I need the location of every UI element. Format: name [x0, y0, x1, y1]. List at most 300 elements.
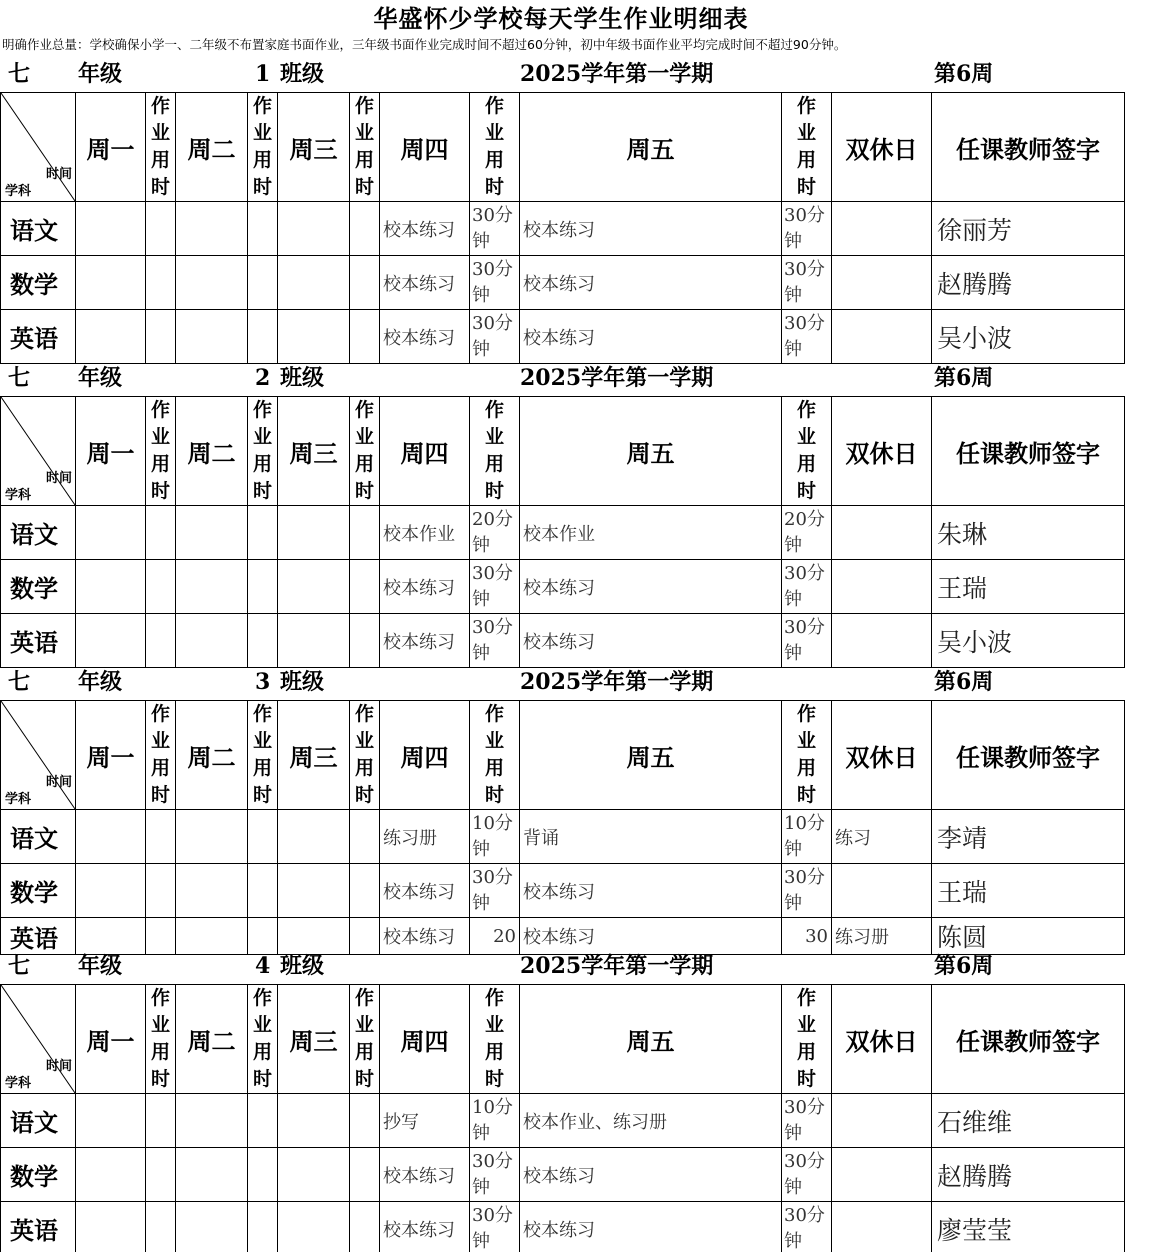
empty-cell [176, 202, 248, 256]
thu-homework-cell: 抄写 [380, 1094, 470, 1148]
thu-homework-cell: 校本练习 [380, 918, 470, 955]
time-header-char: 作 [796, 703, 816, 725]
empty-cell [248, 810, 278, 864]
fri-homework-cell: 校本练习 [520, 614, 782, 668]
header-row [1, 701, 1125, 810]
table-row [1, 1094, 1125, 1148]
time-header-char: 作 [252, 987, 272, 1009]
time-header-char: 业 [252, 122, 272, 144]
time-header-char: 业 [150, 1014, 170, 1036]
empty-cell [248, 1148, 278, 1202]
homework-time-header [248, 93, 278, 202]
info-class-label: 班级 [280, 365, 325, 391]
subject-cell: 数学 [1, 864, 76, 918]
time-header-char: 时 [354, 1068, 374, 1090]
fri-time-cell: 30分钟 [782, 202, 832, 256]
empty-cell [146, 256, 176, 310]
empty-cell [76, 864, 146, 918]
empty-cell [350, 506, 380, 560]
class-block-3 [0, 664, 1124, 955]
time-header-char: 用 [354, 757, 374, 779]
empty-cell [248, 614, 278, 668]
time-header-char: 作 [354, 987, 374, 1009]
corner-header [1, 397, 76, 506]
thu-time-cell: 20分钟 [470, 506, 520, 560]
fri-time-cell: 20分钟 [782, 506, 832, 560]
corner-subject-label: 学科 [5, 1076, 32, 1091]
homework-time-header [782, 93, 832, 202]
header-thu: 周四 [380, 397, 470, 506]
table-row [1, 614, 1125, 668]
empty-cell [248, 560, 278, 614]
teacher-signature-cell: 王瑞 [932, 560, 1125, 614]
time-header-char: 业 [484, 426, 504, 448]
time-header-char: 业 [150, 122, 170, 144]
empty-cell [146, 560, 176, 614]
corner-header [1, 701, 76, 810]
time-header-char: 作 [150, 987, 170, 1009]
thu-time-cell: 30分钟 [470, 1148, 520, 1202]
time-header-char: 用 [150, 1041, 170, 1063]
weekend-cell [832, 560, 932, 614]
time-header-char: 时 [150, 1068, 170, 1090]
table-row [1, 256, 1125, 310]
time-header-char: 用 [252, 453, 272, 475]
fri-time-cell: 30分钟 [782, 1148, 832, 1202]
time-header-char: 用 [484, 757, 504, 779]
homework-time-header [350, 985, 380, 1094]
time-header-char: 作 [252, 95, 272, 117]
time-header-char: 时 [354, 480, 374, 502]
table-row [1, 1202, 1125, 1252]
homework-table [0, 984, 1125, 1252]
empty-cell [176, 560, 248, 614]
info-grade-label: 年级 [78, 953, 123, 979]
time-header-char: 作 [796, 399, 816, 421]
empty-cell [248, 256, 278, 310]
fri-time-cell: 30分钟 [782, 1202, 832, 1252]
fri-homework-cell: 校本练习 [520, 256, 782, 310]
workload-note: 明确作业总量：学校确保小学一、二年级不布置家庭书面作业，三年级书面作业完成时间不超过60分钟，初中年级书面作业平均完成时间不超过90分钟。 [2, 37, 847, 52]
time-header-char: 用 [150, 757, 170, 779]
info-grade-label: 年级 [78, 669, 123, 695]
homework-table [0, 92, 1125, 364]
fri-homework-cell: 校本练习 [520, 202, 782, 256]
info-week: 第6周 [934, 61, 994, 87]
time-header-char: 作 [150, 399, 170, 421]
info-grade: 七 [8, 365, 31, 391]
header-row [1, 397, 1125, 506]
page-title: 华盛怀少学校每天学生作业明细表 [373, 4, 749, 33]
subject-cell: 语文 [1, 202, 76, 256]
thu-homework-cell: 校本练习 [380, 202, 470, 256]
thu-time-cell: 30分钟 [470, 1202, 520, 1252]
header-teacher: 任课教师签字 [932, 985, 1125, 1094]
info-grade: 七 [8, 669, 31, 695]
time-header-char: 时 [354, 784, 374, 806]
teacher-signature-cell: 徐丽芳 [932, 202, 1125, 256]
info-week: 第6周 [934, 953, 994, 979]
thu-time-cell: 30分钟 [470, 256, 520, 310]
teacher-signature-cell: 吴小波 [932, 310, 1125, 364]
teacher-signature-cell: 朱琳 [932, 506, 1125, 560]
fri-homework-cell: 校本练习 [520, 1202, 782, 1252]
header-mon: 周一 [76, 93, 146, 202]
time-header-char: 业 [354, 426, 374, 448]
empty-cell [350, 560, 380, 614]
header-weekend: 双休日 [832, 701, 932, 810]
empty-cell [146, 506, 176, 560]
empty-cell [76, 1202, 146, 1252]
time-header-char: 业 [796, 730, 816, 752]
info-class-no: 2 [255, 365, 271, 391]
subject-cell: 语文 [1, 506, 76, 560]
time-header-char: 业 [252, 1014, 272, 1036]
header-fri: 周五 [520, 93, 782, 202]
time-header-char: 用 [150, 149, 170, 171]
header-row [1, 985, 1125, 1094]
time-header-char: 时 [796, 176, 816, 198]
corner-subject-label: 学科 [5, 184, 32, 199]
teacher-signature-cell: 陈圆 [932, 918, 1125, 955]
time-header-char: 时 [796, 784, 816, 806]
time-header-char: 时 [150, 480, 170, 502]
empty-cell [278, 506, 350, 560]
header-wed: 周三 [278, 985, 350, 1094]
time-header-char: 用 [252, 1041, 272, 1063]
homework-time-header [146, 701, 176, 810]
time-header-char: 业 [796, 426, 816, 448]
time-header-char: 作 [354, 399, 374, 421]
subject-cell: 英语 [1, 918, 76, 955]
fri-homework-cell: 校本练习 [520, 560, 782, 614]
empty-cell [350, 810, 380, 864]
info-term: 2025学年第一学期 [520, 669, 714, 695]
weekend-cell [832, 202, 932, 256]
empty-cell [76, 614, 146, 668]
info-term: 2025学年第一学期 [520, 365, 714, 391]
time-header-char: 用 [354, 149, 374, 171]
homework-time-header [350, 93, 380, 202]
fri-homework-cell: 背诵 [520, 810, 782, 864]
info-grade: 七 [8, 61, 31, 87]
info-class-no: 3 [255, 669, 271, 695]
table-row [1, 202, 1125, 256]
time-header-char: 作 [150, 703, 170, 725]
time-header-char: 时 [484, 1068, 504, 1090]
header-teacher: 任课教师签字 [932, 93, 1125, 202]
teacher-signature-cell: 廖莹莹 [932, 1202, 1125, 1252]
time-header-char: 业 [252, 730, 272, 752]
time-header-char: 作 [796, 95, 816, 117]
time-header-char: 业 [484, 730, 504, 752]
subject-cell: 数学 [1, 560, 76, 614]
empty-cell [176, 864, 248, 918]
empty-cell [350, 310, 380, 364]
time-header-char: 作 [484, 95, 504, 117]
header-mon: 周一 [76, 985, 146, 1094]
info-class-label: 班级 [280, 61, 325, 87]
empty-cell [176, 256, 248, 310]
thu-homework-cell: 校本练习 [380, 614, 470, 668]
subject-cell: 英语 [1, 310, 76, 364]
time-header-char: 业 [354, 1014, 374, 1036]
homework-time-header [470, 985, 520, 1094]
empty-cell [76, 202, 146, 256]
thu-time-cell: 10分钟 [470, 1094, 520, 1148]
homework-time-header [146, 93, 176, 202]
empty-cell [350, 202, 380, 256]
empty-cell [278, 1094, 350, 1148]
empty-cell [248, 1094, 278, 1148]
fri-homework-cell: 校本练习 [520, 918, 782, 955]
time-header-char: 作 [252, 399, 272, 421]
homework-time-header [248, 985, 278, 1094]
thu-time-cell: 20 [470, 918, 520, 955]
teacher-signature-cell: 石维维 [932, 1094, 1125, 1148]
empty-cell [176, 1094, 248, 1148]
empty-cell [278, 614, 350, 668]
fri-homework-cell: 校本练习 [520, 1148, 782, 1202]
empty-cell [146, 810, 176, 864]
time-header-char: 时 [484, 480, 504, 502]
info-week: 第6周 [934, 365, 994, 391]
fri-time-cell: 30分钟 [782, 256, 832, 310]
thu-homework-cell: 练习册 [380, 810, 470, 864]
thu-time-cell: 30分钟 [470, 310, 520, 364]
corner-time-label: 时间 [45, 1059, 72, 1074]
time-header-char: 用 [354, 1041, 374, 1063]
empty-cell [278, 202, 350, 256]
empty-cell [278, 864, 350, 918]
teacher-signature-cell: 李靖 [932, 810, 1125, 864]
class-info-row [0, 360, 1124, 396]
weekend-cell [832, 1202, 932, 1252]
empty-cell [76, 810, 146, 864]
time-header-char: 作 [484, 399, 504, 421]
empty-cell [248, 864, 278, 918]
fri-time-cell: 30 [782, 918, 832, 955]
empty-cell [350, 256, 380, 310]
thu-homework-cell: 校本练习 [380, 256, 470, 310]
time-header-char: 用 [252, 149, 272, 171]
time-header-char: 作 [354, 95, 374, 117]
empty-cell [278, 1148, 350, 1202]
fri-time-cell: 10分钟 [782, 810, 832, 864]
homework-time-header [782, 701, 832, 810]
table-row [1, 506, 1125, 560]
thu-time-cell: 30分钟 [470, 560, 520, 614]
header-fri: 周五 [520, 701, 782, 810]
empty-cell [76, 1094, 146, 1148]
weekend-cell: 练习册 [832, 918, 932, 955]
empty-cell [278, 810, 350, 864]
time-header-char: 业 [796, 1014, 816, 1036]
empty-cell [176, 506, 248, 560]
empty-cell [76, 1148, 146, 1202]
weekend-cell [832, 864, 932, 918]
header-thu: 周四 [380, 701, 470, 810]
header-mon: 周一 [76, 397, 146, 506]
class-info-row [0, 56, 1124, 92]
header-teacher: 任课教师签字 [932, 397, 1125, 506]
empty-cell [176, 310, 248, 364]
time-header-char: 作 [252, 703, 272, 725]
corner-subject-label: 学科 [5, 488, 32, 503]
time-header-char: 业 [484, 1014, 504, 1036]
teacher-signature-cell: 赵腾腾 [932, 1148, 1125, 1202]
header-mon: 周一 [76, 701, 146, 810]
info-class-no: 1 [255, 61, 271, 87]
weekend-cell [832, 506, 932, 560]
table-row [1, 310, 1125, 364]
thu-homework-cell: 校本练习 [380, 1202, 470, 1252]
empty-cell [76, 256, 146, 310]
empty-cell [350, 1202, 380, 1252]
time-header-char: 时 [252, 1068, 272, 1090]
empty-cell [278, 1202, 350, 1252]
header-fri: 周五 [520, 985, 782, 1094]
time-header-char: 用 [796, 757, 816, 779]
weekend-cell [832, 1148, 932, 1202]
empty-cell [146, 310, 176, 364]
time-header-char: 时 [252, 176, 272, 198]
header-tue: 周二 [176, 93, 248, 202]
time-header-char: 作 [354, 703, 374, 725]
weekend-cell [832, 1094, 932, 1148]
thu-homework-cell: 校本作业 [380, 506, 470, 560]
time-header-char: 时 [796, 480, 816, 502]
info-grade-label: 年级 [78, 365, 123, 391]
teacher-signature-cell: 吴小波 [932, 614, 1125, 668]
empty-cell [176, 1148, 248, 1202]
corner-header [1, 985, 76, 1094]
class-block-2 [0, 360, 1124, 668]
time-header-char: 用 [484, 1041, 504, 1063]
time-header-char: 作 [484, 987, 504, 1009]
corner-subject-label: 学科 [5, 792, 32, 807]
time-header-char: 业 [150, 426, 170, 448]
info-week: 第6周 [934, 669, 994, 695]
teacher-signature-cell: 赵腾腾 [932, 256, 1125, 310]
weekend-cell: 练习 [832, 810, 932, 864]
header-tue: 周二 [176, 701, 248, 810]
empty-cell [278, 256, 350, 310]
empty-cell [248, 310, 278, 364]
empty-cell [350, 864, 380, 918]
class-info-row [0, 948, 1124, 984]
time-header-char: 作 [150, 95, 170, 117]
time-header-char: 时 [354, 176, 374, 198]
time-header-char: 时 [484, 784, 504, 806]
thu-time-cell: 30分钟 [470, 202, 520, 256]
class-info-row [0, 664, 1124, 700]
class-block-1 [0, 56, 1124, 364]
time-header-char: 时 [150, 784, 170, 806]
empty-cell [176, 614, 248, 668]
empty-cell [76, 506, 146, 560]
table-row [1, 560, 1125, 614]
subject-cell: 数学 [1, 256, 76, 310]
table-row [1, 864, 1125, 918]
subject-cell: 英语 [1, 1202, 76, 1252]
time-header-char: 用 [354, 453, 374, 475]
info-grade: 七 [8, 953, 31, 979]
empty-cell [248, 202, 278, 256]
empty-cell [146, 1148, 176, 1202]
fri-time-cell: 30分钟 [782, 1094, 832, 1148]
time-header-char: 用 [484, 149, 504, 171]
empty-cell [146, 202, 176, 256]
fri-homework-cell: 校本作业、练习册 [520, 1094, 782, 1148]
time-header-char: 业 [484, 122, 504, 144]
fri-time-cell: 30分钟 [782, 614, 832, 668]
homework-table [0, 396, 1125, 668]
homework-time-header [470, 397, 520, 506]
header-thu: 周四 [380, 93, 470, 202]
weekend-cell [832, 310, 932, 364]
header-tue: 周二 [176, 985, 248, 1094]
subject-cell: 数学 [1, 1148, 76, 1202]
empty-cell [248, 506, 278, 560]
time-header-char: 用 [796, 149, 816, 171]
empty-cell [278, 560, 350, 614]
empty-cell [146, 614, 176, 668]
time-header-char: 用 [150, 453, 170, 475]
corner-time-label: 时间 [45, 775, 72, 790]
header-tue: 周二 [176, 397, 248, 506]
empty-cell [76, 310, 146, 364]
homework-time-header [782, 397, 832, 506]
time-header-char: 作 [796, 987, 816, 1009]
empty-cell [146, 864, 176, 918]
weekend-cell [832, 614, 932, 668]
time-header-char: 时 [484, 176, 504, 198]
homework-time-header [350, 397, 380, 506]
homework-time-header [146, 397, 176, 506]
corner-time-label: 时间 [45, 471, 72, 486]
time-header-char: 时 [796, 1068, 816, 1090]
header-row [1, 93, 1125, 202]
header-fri: 周五 [520, 397, 782, 506]
thu-time-cell: 30分钟 [470, 614, 520, 668]
homework-time-header [248, 397, 278, 506]
time-header-char: 时 [252, 480, 272, 502]
thu-homework-cell: 校本练习 [380, 864, 470, 918]
thu-homework-cell: 校本练习 [380, 560, 470, 614]
time-header-char: 业 [796, 122, 816, 144]
homework-table [0, 700, 1125, 955]
header-wed: 周三 [278, 397, 350, 506]
time-header-char: 业 [150, 730, 170, 752]
info-class-no: 4 [255, 953, 271, 979]
table-row [1, 1148, 1125, 1202]
time-header-char: 用 [796, 1041, 816, 1063]
time-header-char: 用 [252, 757, 272, 779]
info-grade-label: 年级 [78, 61, 123, 87]
thu-homework-cell: 校本练习 [380, 1148, 470, 1202]
time-header-char: 时 [252, 784, 272, 806]
empty-cell [350, 1148, 380, 1202]
header-weekend: 双休日 [832, 985, 932, 1094]
info-term: 2025学年第一学期 [520, 953, 714, 979]
teacher-signature-cell: 王瑞 [932, 864, 1125, 918]
fri-homework-cell: 校本练习 [520, 864, 782, 918]
empty-cell [146, 1202, 176, 1252]
empty-cell [248, 1202, 278, 1252]
time-header-char: 时 [150, 176, 170, 198]
info-term: 2025学年第一学期 [520, 61, 714, 87]
